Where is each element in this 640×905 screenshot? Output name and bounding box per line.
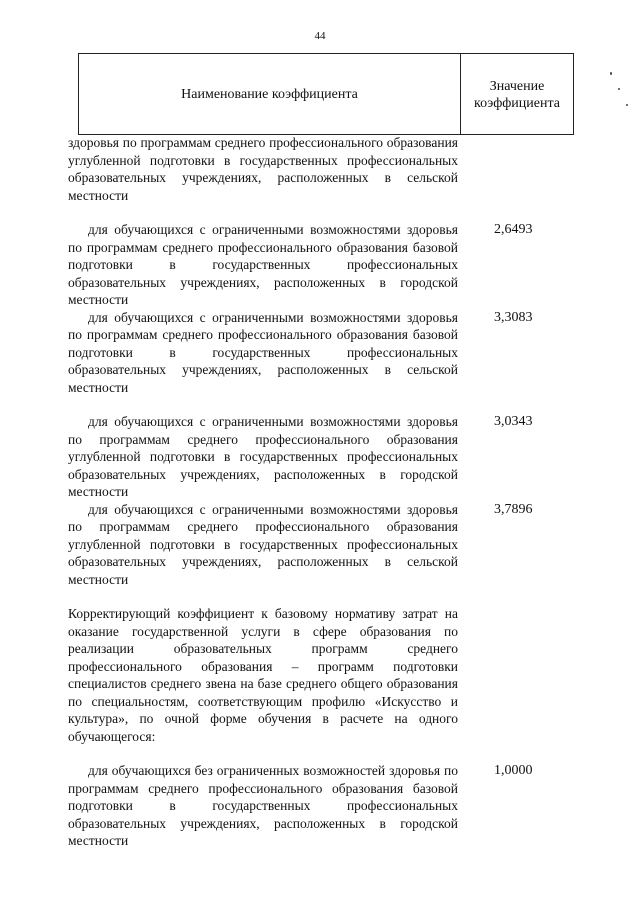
scan-speck	[626, 104, 628, 106]
table-body	[0, 134, 640, 850]
coefficient-name: Корректирующий коэффициент к базовому нормативу затрат на оказание государственной услуги в сфере образования по реализации образовательных программ среднего профессионального образования – программ подготовки специалистов среднего звена на базе среднего общего образования по специальностям, соответствующим профилю «Искусство и культура», по очной форме обучения в расчете на одного обучающегося:	[68, 606, 458, 744]
table-row	[0, 134, 640, 204]
coefficient-name: для обучающихся с ограниченными возможностями здоровья по программам среднего профессионального образования базовой подготовки в государственных профессиональных образовательных учреждениях, расположенных в городской местности	[68, 222, 458, 307]
table-row	[0, 221, 640, 309]
coefficient-value: 3,3083	[494, 309, 533, 325]
page-number: 44	[314, 30, 326, 42]
column-header-value-line1: Значение	[489, 78, 545, 94]
column-header-value-line2: коэффициента	[474, 95, 560, 111]
table-row	[0, 605, 640, 745]
table-row	[0, 309, 640, 397]
coefficient-value: 2,6493	[494, 222, 533, 237]
scan-speck	[610, 72, 612, 75]
coefficient-value: 3,0343	[494, 414, 533, 429]
table-header	[78, 53, 574, 135]
table-row	[0, 413, 640, 501]
coefficient-name: для обучающихся без ограниченных возможностей здоровья по программам среднего профессионального образования базовой подготовки в государственных профессиональных образовательных учреждениях, расположенных в городской местности	[68, 763, 458, 848]
column-header-name: Наименование коэффициента	[79, 54, 461, 135]
coefficient-name: для обучающихся с ограниченными возможностями здоровья по программам среднего профессионального образования углубленной подготовки в государственных профессиональных образовательных учреждениях, расположенных в сельской местности	[68, 501, 458, 587]
coefficient-name: для обучающихся с ограниченными возможностями здоровья по программам среднего профессионального образования углубленной подготовки в государственных профессиональных образовательных учреждениях, расположенных в городской местности	[68, 414, 458, 499]
coefficient-value: 1,0000	[494, 763, 533, 778]
column-header-value	[461, 54, 573, 135]
coefficient-value: 3,7896	[494, 501, 533, 517]
table-row	[0, 501, 640, 589]
coefficient-name: здоровья по программам среднего профессионального образования углубленной подготовки в государственных профессиональных образовательных учреждениях, расположенных в сельской местности	[68, 135, 458, 203]
coefficient-name: для обучающихся с ограниченными возможностями здоровья по программам среднего профессионального образования базовой подготовки в государственных профессиональных образовательных учреждениях, расположенных в сельской местности	[68, 309, 458, 395]
table-row	[0, 762, 640, 850]
scan-speck	[618, 88, 620, 90]
